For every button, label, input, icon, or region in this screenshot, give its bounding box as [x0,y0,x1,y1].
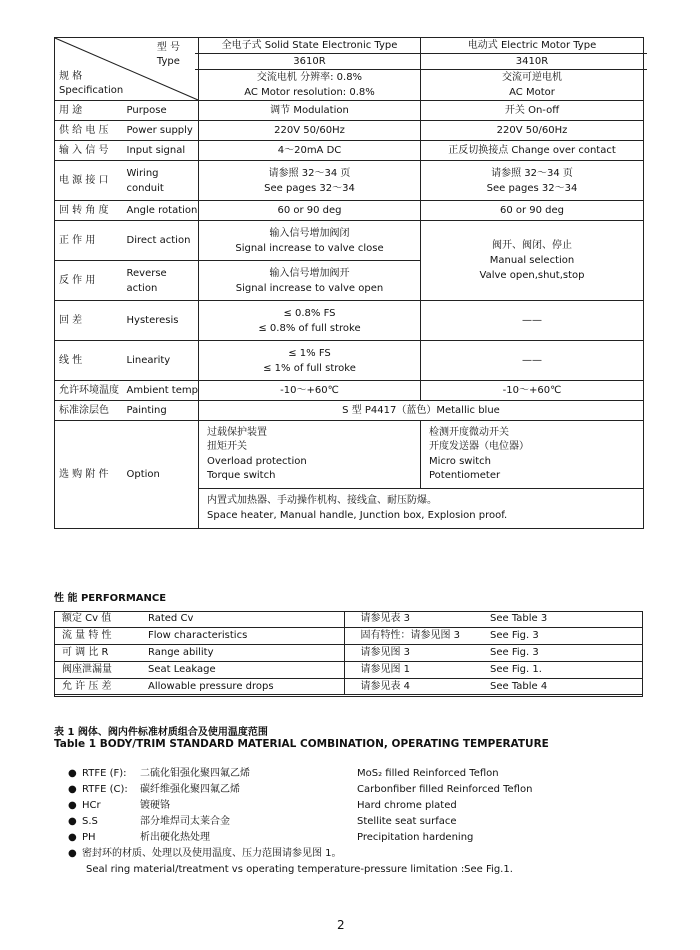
performance-table [54,611,643,695]
perf-ref-en: See Fig. 3 [490,646,539,658]
performance-row [54,611,643,628]
col2-title: 电动式 Electric Motor Type [467,40,597,51]
col1-motor-en: AC Motor resolution: 0.8% [244,87,375,98]
row-input: 输 入 信 号 Input signal 4～20mA DC 正反切换接点 Change over contact [55,141,644,161]
perf-ref-en: See Table 3 [490,613,548,625]
performance-row [54,661,643,678]
row-power: 供 给 电 压 Power supply 220V 50/60Hz 220V 50/60Hz [55,121,644,141]
perf-en: Rated Cv [144,611,344,628]
col2-model: 3410R [417,53,647,69]
material-legend [68,766,533,878]
action-manual-selection: 阀开、阀闭、停止 Manual selection Valve open,shut,stop [421,221,644,301]
material-code: S.S [82,816,98,827]
perf-ref-cn: 请参见表 3 [360,613,411,625]
material-code: HCr [82,800,101,811]
performance-heading: 性 能 PERFORMANCE [54,593,167,604]
performance-row [54,678,643,695]
col1-motor-cn: 交流电机 分辨率: 0.8% [195,69,424,85]
performance-row [54,645,643,662]
perf-en: Flow characteristics [144,628,344,645]
header-diagonal-cell [55,38,199,101]
perf-en: Range ability [144,645,344,662]
row-purpose: 用 途 Purpose 调节 Modulation 开关 On-off [55,101,644,121]
material-item [68,814,513,830]
bullet-icon: ● [68,768,77,779]
perf-cn: 额定 Cv 值 [62,613,112,625]
col2-motor-cn: 交流可逆电机 [417,69,647,85]
seal-note-cn-text: 密封环的材质、处理以及使用温度、压力范围请参见图 1。 [82,848,342,859]
col1-title: 全电子式 Solid State Electronic Type [221,40,398,51]
perf-ref-cn: 请参见表 4 [360,680,411,692]
bullet-icon: ● [68,800,77,811]
page-number: 2 [337,918,345,932]
material-code: PH [82,832,96,843]
col2-motor-en: AC Motor [509,87,555,98]
seal-note-en: Seal ring material/treatment vs operating temperature-pressure limitation :See Fig.1. [86,864,513,875]
header-model-cn: 型 号 [156,42,180,53]
material-desc-en: Stellite seat surface [357,816,457,827]
material-desc-en: Precipitation hardening [357,832,474,843]
perf-ref-cn: 请参见图 1 [360,663,411,675]
row-direct-action: 正 作 用 Direct action 输入信号增加阀闭 Signal increase to valve close 阀开、阀闭、停止 Manual selection Valve open,shut,stop [55,221,644,261]
row-wiring: 电 源 接 口 Wiring conduit 请参照 32～34 页 See pages 32～34 请参照 32～34 页 See pages 32～34 [55,161,644,201]
bullet-icon: ● [68,848,77,859]
perf-cn: 阀座泄漏量 [62,663,112,675]
bullet-icon: ● [68,784,77,795]
bullet-icon: ● [68,832,77,843]
material-desc-en: Hard chrome plated [357,800,457,811]
col1-header [199,38,421,101]
option-col2: 检测开度微动开关 开度发送器（电位器） Micro switch Potentiometer [421,421,644,489]
perf-ref-en: See Fig. 3 [490,630,539,642]
row-painting: 标准涂层色 Painting S 型 P4417（蓝色）Metallic blue [55,401,644,421]
perf-cn: 允 许 压 差 [62,680,112,692]
material-code: RTFE (C): [82,784,128,795]
material-desc-cn: 镀硬铬 [140,800,170,811]
perf-ref-en: See Table 4 [490,680,548,692]
specification-table [54,37,644,529]
material-desc-en: Carbonfiber filled Reinforced Teflon [357,784,533,795]
material-item [68,798,513,814]
perf-ref-cn: 固有特性：请参见图 3 [360,630,461,642]
material-desc-cn: 碳纤维强化聚四氟乙烯 [140,784,240,795]
material-desc-cn: 析出硬化热处理 [140,832,210,843]
col2-header [421,38,644,101]
col1-model: 3610R [195,53,424,69]
material-desc-cn: 二硫化钼强化聚四氟乙烯 [140,768,250,779]
perf-ref-en: See Fig. 1. [490,663,542,675]
table1-title-en: Table 1 BODY/TRIM STANDARD MATERIAL COMBINATION, OPERATING TEMPERATURE [54,738,549,750]
perf-ref-cn: 请参见图 3 [360,646,411,658]
material-item [68,782,533,798]
material-desc-en: MoS₂ filled Reinforced Teflon [357,768,499,779]
row-reverse-action: 反 作 用 Reverse action 输入信号增加阀开 Signal increase to valve open [55,261,644,301]
row-ambient: 允许环境温度 Ambient temp -10～+60℃ -10～+60℃ [55,381,644,401]
bullet-icon: ● [68,816,77,827]
row-angle: 回 转 角 度 Angle rotation 60 or 90 deg 60 or 90 deg [55,201,644,221]
row-linearity: 线 性 Linearity ≤ 1% FS ≤ 1% of full stroke —— [55,341,644,381]
option-col1: 过载保护装置 扭矩开关 Overload protection Torque switch [199,421,421,489]
table1-title-cn: 表 1 阀体、阀内件标准材质组合及使用温度范围 [54,727,268,738]
material-code: RTFE (F): [82,768,127,779]
perf-cn: 流 量 特 性 [62,630,112,642]
performance-row [54,628,643,645]
perf-en: Allowable pressure drops [144,678,344,695]
row-option-common: 内置式加热器、手动操作机构、接线盒、耐压防爆。 Space heater, Manual handle, Junction box, Explosion proof. [55,489,644,529]
seal-note-cn [68,846,513,862]
header-spec-cn: 规 格 [59,71,83,82]
material-desc-cn: 部分堆焊司太莱合金 [140,816,230,827]
row-hysteresis: 回 差 Hysteresis ≤ 0.8% FS ≤ 0.8% of full stroke —— [55,301,644,341]
perf-en: Seat Leakage [144,661,344,678]
material-item [68,830,513,846]
header-spec-en: Specification [59,84,124,96]
row-option: 选 购 附 件 Option 过载保护装置 扭矩开关 Overload protection Torque switch 检测开度微动开关 开度发送器（电位器） Micro switch Potentiometer [55,421,644,489]
material-item [68,766,513,782]
perf-cn: 可 调 比 R [62,646,109,658]
header-model-en: Type [156,55,180,67]
